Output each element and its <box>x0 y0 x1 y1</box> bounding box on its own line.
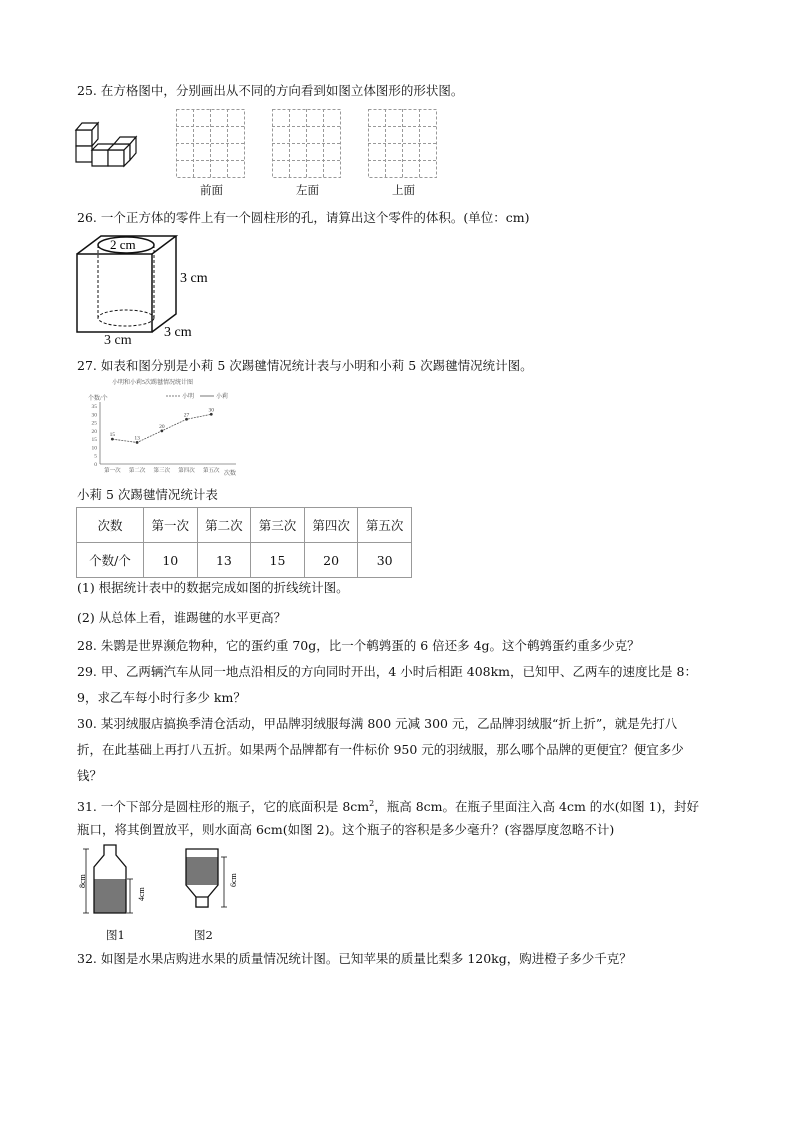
q30-line3: 钱？ <box>77 768 103 783</box>
legend-label-0: 小明 <box>182 394 195 400</box>
q29-line1: 29. 甲、乙两辆汽车从同一地点沿相反的方向同时开出，4 小时后相距 408km，已知甲、乙两车的速度比是 8： <box>77 664 697 679</box>
fig2-caption: 图2 <box>194 928 213 942</box>
x-tick-label: 第五次 <box>203 468 220 474</box>
q27-sub1: (1) 根据统计表中的数据完成如图的折线统计图。 <box>77 580 349 595</box>
x-tick-label: 第四次 <box>178 468 195 474</box>
data-point <box>160 429 163 432</box>
chart-axes <box>100 402 236 464</box>
data-label: 15 <box>109 432 116 439</box>
stats-table <box>76 507 412 578</box>
fig2-h: 6cm <box>229 873 238 887</box>
y-tick-label: 5 <box>94 453 97 460</box>
grid-front[interactable] <box>176 109 246 179</box>
y-tick-label: 20 <box>91 428 97 435</box>
data-point <box>210 413 213 416</box>
fig1-caption: 图1 <box>106 928 125 942</box>
q27-text: 27. 如表和图分别是小莉 5 次踢毽情况统计表与小明和小莉 5 次踢毽情况统计图。 <box>77 358 533 373</box>
grid-top[interactable] <box>368 109 438 179</box>
hole-label: 2 cm <box>110 237 136 252</box>
grid-left[interactable] <box>272 109 342 179</box>
label-left: 左面 <box>296 183 319 197</box>
table-cell: 第四次 <box>304 508 358 543</box>
x-tick-label: 第二次 <box>128 468 146 474</box>
table-cell: 10 <box>144 543 198 578</box>
y-tick-label: 0 <box>94 462 97 468</box>
height-label: 3 cm <box>180 271 208 286</box>
cube-with-hole-figure <box>74 232 224 344</box>
table-cell: 15 <box>251 543 305 578</box>
bottle-figure-2 <box>180 843 240 919</box>
y-tick-label: 25 <box>91 420 97 427</box>
label-top: 上面 <box>392 183 415 197</box>
data-label: 30 <box>208 407 215 414</box>
q29-line2: 9，求乙车每小时行多少 km？ <box>77 690 246 705</box>
table-row <box>77 508 412 543</box>
data-label: 20 <box>159 423 165 430</box>
data-point <box>111 438 114 441</box>
x-tick-label: 第一次 <box>104 468 121 474</box>
q32-text: 32. 如图是水果店购进水果的质量情况统计图。已知苹果的质量比梨多 120kg，购进橙子多少千克？ <box>77 951 632 966</box>
bottle-figure-1 <box>74 843 154 919</box>
depth-label: 3 cm <box>164 325 192 340</box>
fig1-h1: 8cm <box>78 874 87 888</box>
y-tick-label: 30 <box>91 412 97 419</box>
x-tick-label: 第三次 <box>153 468 171 474</box>
x-unit: 次数 <box>224 471 237 477</box>
cube-figure <box>74 118 140 170</box>
table-row <box>77 543 412 578</box>
table-cell: 第二次 <box>197 508 251 543</box>
table-cell: 第五次 <box>358 508 412 543</box>
table-cell: 次数 <box>77 508 144 543</box>
q31-superscript: 2 <box>369 799 375 808</box>
table-cell: 13 <box>197 543 251 578</box>
q27-sub2: (2) 从总体上看，谁踢毽的水平更高？ <box>77 610 287 625</box>
width-label: 3 cm <box>104 333 132 348</box>
table-title: 小莉 5 次踢毽情况统计表 <box>77 487 218 502</box>
fig1-h2: 4cm <box>137 887 146 901</box>
y-tick-label: 35 <box>91 404 97 410</box>
q31-line1 <box>77 796 699 815</box>
q31-line1-b: ，瓶高 8cm。在瓶子里面注入高 4cm 的水(如图 1)，封好 <box>374 799 699 815</box>
q31-line1-a: 31. 一个下部分是圆柱形的瓶子，它的底面积是 8cm <box>77 799 370 815</box>
q28-text: 28. 朱鹮是世界濒危物种，它的蛋约重 70g，比一个鹌鹑蛋的 6 倍还多 4g。这个鹌鹑蛋约重多少克？ <box>77 638 640 653</box>
y-unit: 个数/个 <box>88 396 108 402</box>
data-label: 27 <box>183 412 190 419</box>
table-cell: 20 <box>304 543 358 578</box>
chart-title: 小明和小莉5次踢毽情况统计图 <box>112 380 194 386</box>
q30-line2: 折，在此基础上再打八五折。如果两个品牌都有一件标价 950 元的羽绒服，那么哪个品牌的更便宜？便宜多少 <box>77 742 684 757</box>
q30-line1: 30. 某羽绒服店搞换季清仓活动，甲品牌羽绒服每满 800 元减 300 元，乙品牌羽绒服“折上折”，就是先打八 <box>77 716 678 731</box>
table-cell: 第一次 <box>144 508 198 543</box>
label-front: 前面 <box>200 183 223 197</box>
data-label: 13 <box>134 435 140 442</box>
y-tick-label: 15 <box>91 437 97 444</box>
q25-text: 25. 在方格图中，分别画出从不同的方向看到如图立体图形的形状图。 <box>77 83 464 98</box>
table-cell: 第三次 <box>251 508 305 543</box>
q26-text: 26. 一个正方体的零件上有一个圆柱形的孔，请算出这个零件的体积。(单位：cm) <box>77 210 530 225</box>
legend-label-1: 小莉 <box>216 394 229 400</box>
q31-line2: 瓶口，将其倒置放平，则水面高 6cm(如图 2)。这个瓶子的容积是多少毫升？(容器厚度忽略不计) <box>77 822 615 837</box>
y-tick-label: 10 <box>91 445 97 452</box>
line-chart <box>74 374 246 478</box>
table-cell: 30 <box>358 543 412 578</box>
data-point <box>185 418 188 421</box>
data-point <box>136 441 139 444</box>
table-cell: 个数/个 <box>77 543 144 578</box>
